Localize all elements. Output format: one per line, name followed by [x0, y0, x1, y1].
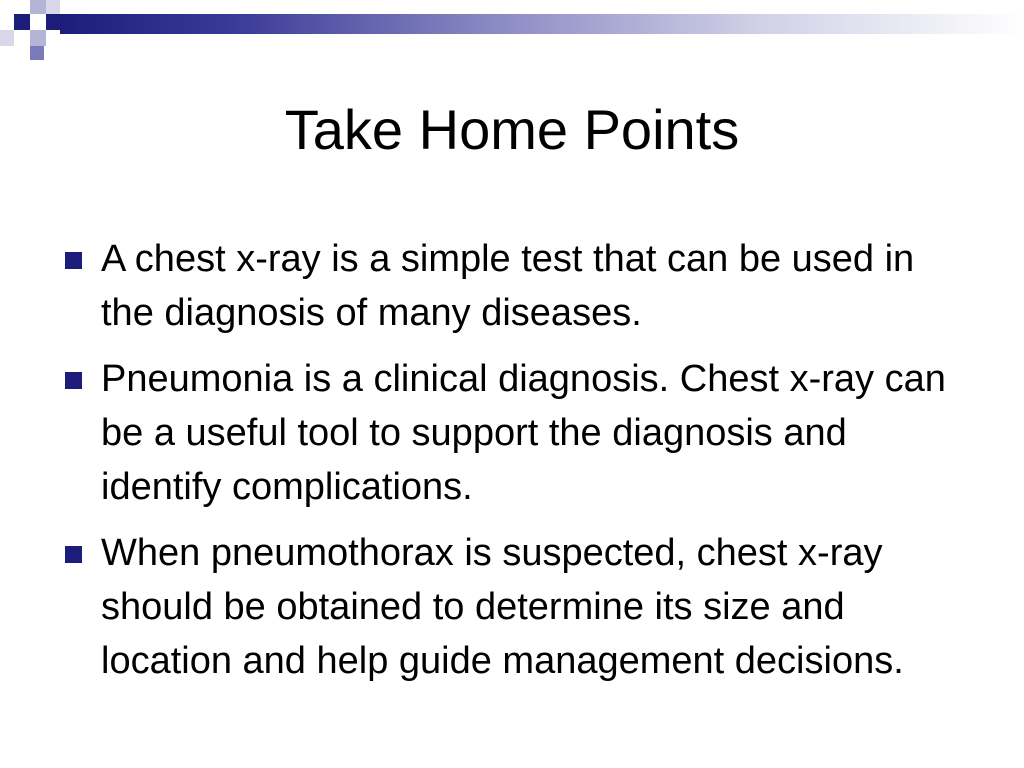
corner-square-light	[30, 30, 46, 46]
bullet-text: When pneumothorax is suspected, chest x-ray should be obtained to determine its size and location and help guide management decisions.	[101, 532, 904, 682]
corner-square-navy	[14, 14, 30, 30]
bullet-item	[64, 352, 964, 514]
corner-square-light	[30, 0, 46, 14]
bullet-text: Pneumonia is a clinical diagnosis. Chest x-ray can be a useful tool to support the diagnosis and identify complications.	[101, 358, 946, 508]
bullet-text: A chest x-ray is a simple test that can be used in the diagnosis of many diseases.	[101, 238, 915, 334]
corner-square-pale	[46, 0, 60, 14]
bullet-item	[64, 232, 964, 340]
slide-title: Take Home Points	[284, 98, 740, 161]
corner-square-navy	[46, 14, 60, 30]
square-bullet-icon	[65, 546, 82, 563]
header-band	[60, 14, 1024, 34]
corner-square-pale	[0, 30, 14, 46]
square-bullet-icon	[65, 252, 82, 269]
corner-square-mid	[30, 46, 44, 60]
square-bullet-icon	[65, 372, 82, 389]
bullet-item	[64, 526, 964, 688]
bullet-list	[64, 232, 964, 700]
